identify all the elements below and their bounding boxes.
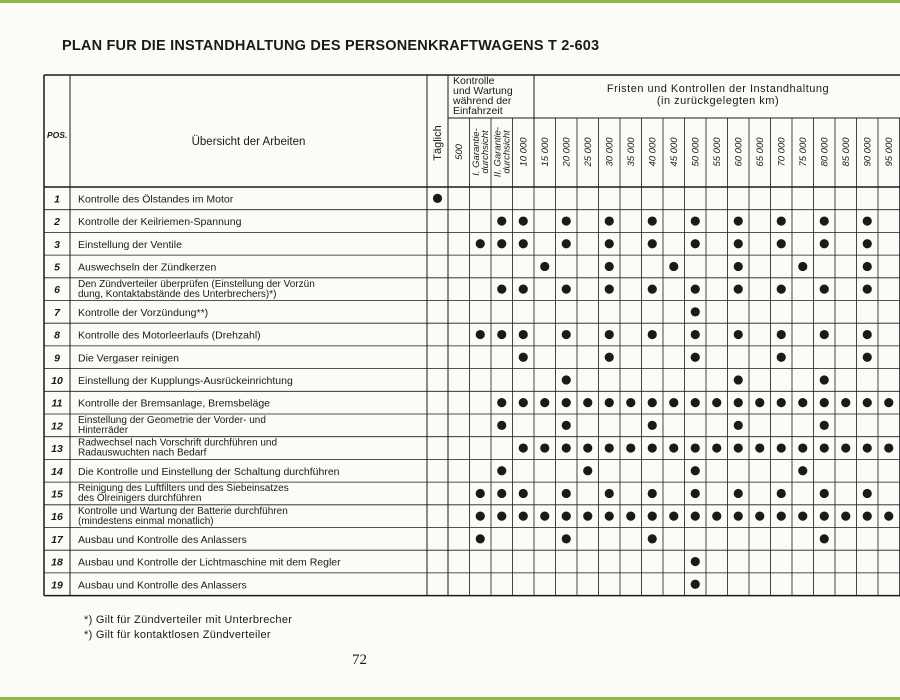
row-work: Ausbau und Kontrolle der Lichtmaschine mit dem Regler	[78, 556, 341, 569]
column-header-6: 20 000	[561, 137, 573, 167]
page-title: PLAN FUR DIE INSTANDHALTUNG DES PERSONENKRAFTWAGENS T 2-603	[62, 38, 600, 54]
maintenance-dot	[648, 534, 657, 543]
row-pos: 9	[54, 352, 60, 365]
maintenance-dot	[798, 466, 807, 475]
column-header-16: 70 000	[776, 137, 788, 167]
maintenance-dot	[820, 239, 829, 248]
maintenance-dot	[841, 443, 850, 452]
maintenance-dot	[562, 239, 571, 248]
maintenance-dot	[519, 489, 528, 498]
maintenance-dot	[562, 330, 571, 339]
column-header-2: I. Garantie-	[470, 128, 482, 176]
maintenance-dot	[605, 353, 614, 362]
maintenance-dot	[519, 443, 528, 452]
maintenance-dot	[691, 489, 700, 498]
row-work: dung, Kontaktabstände des Unterbrechers)*)	[78, 288, 277, 300]
maintenance-dot	[863, 398, 872, 407]
maintenance-dot	[648, 489, 657, 498]
maintenance-dot	[540, 443, 549, 452]
maintenance-dot	[798, 443, 807, 452]
maintenance-dot	[798, 262, 807, 271]
row-pos: 12	[51, 420, 63, 433]
maintenance-dot	[648, 443, 657, 452]
maintenance-dot	[863, 489, 872, 498]
maintenance-dot	[519, 353, 528, 362]
maintenance-dot	[497, 239, 506, 248]
row-work: Einstellung der Geometrie der Vorder- und	[78, 415, 266, 426]
runin-header-line: Kontrolle	[453, 75, 495, 87]
maintenance-dot	[497, 330, 506, 339]
maintenance-dot	[519, 512, 528, 521]
maintenance-dot	[734, 330, 743, 339]
maintenance-dot	[820, 375, 829, 384]
maintenance-dot	[562, 534, 571, 543]
runin-header-line: während der	[453, 95, 512, 107]
maintenance-dot	[497, 398, 506, 407]
maintenance-dot	[820, 216, 829, 225]
maintenance-dot	[626, 443, 635, 452]
row-work: Kontrolle und Wartung der Batterie durchführen	[78, 505, 288, 517]
maintenance-dot	[863, 512, 872, 521]
maintenance-dot	[691, 398, 700, 407]
maintenance-dot	[777, 443, 786, 452]
maintenance-dot	[691, 353, 700, 362]
column-header-20: 90 000	[862, 137, 874, 167]
maintenance-dot	[605, 262, 614, 271]
row-pos: 10	[51, 374, 63, 387]
column-header-8: 30 000	[604, 137, 616, 167]
maintenance-dot	[820, 330, 829, 339]
row-work: Kontrolle des Motorleerlaufs (Drehzahl)	[78, 329, 261, 342]
maintenance-dot	[583, 466, 592, 475]
maintenance-dot	[712, 512, 721, 521]
maintenance-dot	[734, 421, 743, 430]
column-header-18: 80 000	[819, 137, 831, 167]
row-work: Kontrolle der Vorzündung**)	[78, 306, 209, 319]
maintenance-dot	[669, 262, 678, 271]
maintenance-dot	[863, 239, 872, 248]
row-work: des Ölreinigers durchführen	[78, 493, 202, 505]
row-pos: 19	[51, 579, 63, 592]
maintenance-dot	[605, 489, 614, 498]
row-work: (mindestens einmal monatlich)	[78, 515, 214, 527]
maintenance-dot	[562, 443, 571, 452]
column-header-10: 40 000	[647, 137, 659, 167]
row-pos: 1	[54, 193, 60, 206]
maintenance-dot	[497, 466, 506, 475]
row-work: Ausbau und Kontrolle des Anlassers	[78, 579, 247, 592]
footnote-1: *) Gilt für Zündverteiler mit Unterbrecher	[84, 614, 293, 626]
row-pos: 11	[51, 397, 63, 410]
maintenance-dot	[648, 216, 657, 225]
runin-header-line: Einfahrzeit	[453, 105, 503, 117]
maintenance-dot	[734, 262, 743, 271]
maintenance-dot	[583, 512, 592, 521]
maintenance-dot	[863, 330, 872, 339]
maintenance-dot	[476, 534, 485, 543]
row-work: Die Vergaser reinigen	[78, 352, 179, 365]
maintenance-dot	[540, 262, 549, 271]
maintenance-dot	[691, 466, 700, 475]
maintenance-dot	[798, 398, 807, 407]
row-pos: 2	[54, 216, 60, 229]
maintenance-dot	[605, 239, 614, 248]
maintenance-dot	[648, 512, 657, 521]
column-header-7: 25 000	[582, 137, 594, 167]
daily-header: Täglich	[432, 125, 444, 161]
row-work: Hinterräder	[78, 425, 129, 436]
maintenance-dot	[691, 239, 700, 248]
maintenance-dot	[540, 512, 549, 521]
maintenance-dot	[777, 398, 786, 407]
maintenance-dot	[605, 285, 614, 294]
column-header-4: 10 000	[518, 137, 530, 167]
row-work: Kontrolle der Keilriemen-Spannung	[78, 216, 242, 229]
maintenance-dot	[820, 421, 829, 430]
row-work: Reinigung des Luftfilters und des Siebeinsatzes	[78, 483, 289, 495]
maintenance-dot	[476, 330, 485, 339]
maintenance-dot	[562, 398, 571, 407]
page-number: 72	[352, 652, 367, 668]
maintenance-dot	[497, 489, 506, 498]
maintenance-dot	[476, 489, 485, 498]
column-header-2: durchsicht	[479, 130, 491, 174]
maintenance-dot	[605, 398, 614, 407]
column-header-5: 15 000	[539, 137, 551, 167]
maintenance-dot	[583, 398, 592, 407]
maintenance-dot	[734, 285, 743, 294]
maintenance-dot	[712, 443, 721, 452]
maintenance-dot	[777, 489, 786, 498]
maintenance-dot	[884, 512, 893, 521]
column-header-21: 95 000	[883, 137, 895, 167]
row-pos: 16	[51, 511, 63, 524]
maintenance-dot	[734, 443, 743, 452]
column-header-12: 50 000	[690, 137, 702, 167]
row-pos: 13	[51, 443, 63, 456]
maintenance-dot	[734, 239, 743, 248]
maintenance-dot	[734, 398, 743, 407]
row-pos: 18	[51, 556, 63, 569]
maintenance-dot	[691, 307, 700, 316]
maintenance-dot	[605, 512, 614, 521]
maintenance-dot	[734, 375, 743, 384]
maintenance-dot	[519, 398, 528, 407]
maintenance-dot	[691, 557, 700, 566]
maintenance-dot	[820, 443, 829, 452]
row-work: Die Kontrolle und Einstellung der Schaltung durchführen	[78, 465, 340, 478]
maintenance-dot	[777, 285, 786, 294]
row-pos: 17	[51, 533, 63, 546]
row-pos: 14	[51, 465, 63, 478]
maintenance-dot	[605, 443, 614, 452]
maintenance-dot	[820, 489, 829, 498]
maintenance-dot	[777, 330, 786, 339]
row-work: Radwechsel nach Vorschrift durchführen und	[78, 437, 278, 449]
maintenance-dot	[691, 285, 700, 294]
row-pos: 6	[54, 284, 60, 297]
maintenance-dot	[777, 216, 786, 225]
maintenance-dot	[433, 194, 442, 203]
maintenance-dot	[863, 216, 872, 225]
column-header-1: 500	[453, 144, 465, 160]
maintenance-dot	[562, 285, 571, 294]
maintenance-dot	[734, 489, 743, 498]
row-work: Radauswuchten nach Bedarf	[78, 447, 207, 459]
maintenance-dot	[691, 216, 700, 225]
maintenance-dot	[777, 512, 786, 521]
maintenance-dot	[712, 398, 721, 407]
maintenance-dot	[519, 330, 528, 339]
row-pos: 8	[54, 329, 60, 342]
maintenance-dot	[755, 398, 764, 407]
works-header: Übersicht der Arbeiten	[191, 136, 306, 148]
maintenance-dot	[669, 512, 678, 521]
maintenance-dot	[734, 216, 743, 225]
maintenance-dot	[820, 534, 829, 543]
row-pos: 3	[54, 238, 60, 251]
row-work: Einstellung der Ventile	[78, 238, 182, 251]
row-work: Ausbau und Kontrolle des Anlassers	[78, 533, 247, 546]
maintenance-dot	[691, 330, 700, 339]
maintenance-dot	[583, 443, 592, 452]
maintenance-dot	[648, 421, 657, 430]
maintenance-dot	[648, 330, 657, 339]
maintenance-dot	[540, 398, 549, 407]
column-header-3: durchsicht	[501, 130, 513, 174]
column-header-9: 35 000	[625, 137, 637, 167]
maintenance-dot	[669, 443, 678, 452]
runin-header-line: und Wartung	[453, 85, 513, 97]
intervals-header-line: Fristen und Kontrollen der Instandhaltung	[606, 83, 830, 95]
row-work: Kontrolle des Ölstandes im Motor	[78, 193, 234, 206]
maintenance-dot	[755, 512, 764, 521]
maintenance-dot	[562, 512, 571, 521]
maintenance-dot	[669, 398, 678, 407]
maintenance-dot	[605, 216, 614, 225]
maintenance-dot	[798, 512, 807, 521]
column-header-17: 75 000	[797, 137, 809, 167]
maintenance-dot	[648, 398, 657, 407]
maintenance-dot	[755, 443, 764, 452]
maintenance-dot	[648, 239, 657, 248]
maintenance-dot	[820, 512, 829, 521]
row-pos: 15	[51, 488, 63, 501]
column-header-13: 55 000	[711, 137, 723, 167]
maintenance-dot	[476, 512, 485, 521]
row-pos: 5	[54, 261, 60, 274]
maintenance-dot	[626, 398, 635, 407]
maintenance-dot	[605, 330, 614, 339]
maintenance-dot	[691, 443, 700, 452]
column-header-11: 45 000	[668, 137, 680, 167]
maintenance-dot	[820, 285, 829, 294]
maintenance-dot	[626, 512, 635, 521]
footnote-2: *) Gilt für kontaktlosen Zündverteiler	[84, 629, 271, 641]
row-work: Kontrolle der Bremsanlage, Bremsbeläge	[78, 397, 271, 410]
maintenance-dot	[519, 216, 528, 225]
maintenance-dot	[777, 239, 786, 248]
maintenance-dot	[734, 512, 743, 521]
row-pos: 7	[54, 306, 60, 319]
maintenance-dot	[863, 353, 872, 362]
maintenance-dot	[691, 580, 700, 589]
intervals-header-line: (in zurückgelegten km)	[656, 95, 780, 107]
maintenance-dot	[562, 375, 571, 384]
maintenance-dot	[820, 398, 829, 407]
maintenance-dot	[863, 262, 872, 271]
maintenance-dot	[841, 398, 850, 407]
column-header-15: 65 000	[754, 137, 766, 167]
maintenance-dot	[562, 216, 571, 225]
maintenance-dot	[519, 285, 528, 294]
column-header-14: 60 000	[733, 137, 745, 167]
row-work: Auswechseln der Zündkerzen	[78, 261, 217, 274]
column-header-3: II. Garantie-	[492, 126, 504, 178]
maintenance-dot	[497, 421, 506, 430]
row-work: Einstellung der Kupplungs-Ausrückeinrichtung	[78, 374, 293, 387]
maintenance-dot	[562, 421, 571, 430]
maintenance-dot	[884, 398, 893, 407]
maintenance-dot	[841, 512, 850, 521]
maintenance-dot	[497, 512, 506, 521]
maintenance-dot	[777, 353, 786, 362]
maintenance-dot	[497, 216, 506, 225]
maintenance-dot	[863, 443, 872, 452]
row-work: Den Zündverteiler überprüfen (Einstellung der Vorzün	[78, 278, 315, 290]
maintenance-dot	[648, 285, 657, 294]
maintenance-dot	[519, 239, 528, 248]
maintenance-dot	[691, 512, 700, 521]
maintenance-dot	[562, 489, 571, 498]
column-header-19: 85 000	[840, 137, 852, 167]
maintenance-dot	[476, 239, 485, 248]
maintenance-dot	[884, 443, 893, 452]
maintenance-dot	[497, 285, 506, 294]
maintenance-dot	[863, 285, 872, 294]
pos-header: POS.	[47, 130, 68, 140]
